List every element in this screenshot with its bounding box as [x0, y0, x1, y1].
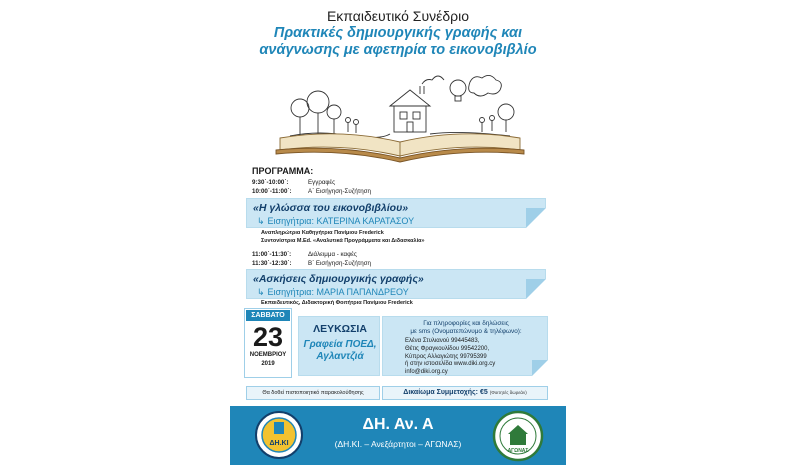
- title-line-1: Πρακτικές δημιουργικής γραφής και: [273, 25, 523, 41]
- contact-lead: Για πληροφορίες και δηλώσεις με sms (Ονοματεπώνυμο & τηλέφωνο):: [410, 320, 522, 335]
- dhki-logo: [254, 408, 304, 463]
- day-number: 23: [252, 322, 284, 352]
- slot-time: 11:00΄-11:30΄:: [252, 251, 292, 258]
- participation-fee: Δικαίωμα Συμμετοχής: €5 (Φοιτητές δωρεάν): [382, 386, 548, 400]
- slot-desc: Α΄ Εισήγηση-Συζήτηση: [308, 188, 371, 195]
- contact-info-box: [382, 316, 548, 376]
- program-heading: ΠΡΟΓΡΑΜΜΑ:: [252, 166, 314, 176]
- day-name-badge: ΣΑΒΒΑΤΟ: [246, 310, 290, 321]
- svg-text:ΔΗ.ΚΙ: ΔΗ.ΚΙ: [269, 440, 289, 447]
- venue-place: Γραφεία ΠΟΕΔ, Αγλαντζιά: [303, 339, 377, 362]
- svg-text:ΑΓΩΝΑΣ: ΑΓΩΝΑΣ: [507, 448, 529, 454]
- arrow-icon: ↳: [257, 216, 265, 226]
- footer-title: ΔΗ. Αν. Α: [362, 416, 434, 433]
- venue-city: ΛΕΥΚΩΣΙΑ: [313, 323, 367, 335]
- contact-lines: [405, 338, 495, 377]
- contact-line: Κύπρος Αλλαγιώτης 99795399: [405, 353, 487, 360]
- footer-subtitle: (ΔΗ.ΚΙ. – Ανεξάρτητοι – ΑΓΩΝΑΣ): [334, 439, 462, 449]
- schedule-row: [252, 188, 371, 195]
- talk-card-1: [246, 198, 546, 228]
- slot-time: 9:30΄-10:00΄:: [252, 179, 289, 186]
- contact-website[interactable]: ή στην ιστοσελίδα www.diki.org.cy: [405, 361, 496, 368]
- speaker-note: Συντονίστρια Μ.Ed. «Αναλυτικά Προγράμματα και Διδασκαλία»: [261, 238, 425, 244]
- schedule-row: [252, 260, 371, 267]
- open-book-illustration: [270, 68, 530, 163]
- agonas-logo: [492, 410, 544, 462]
- speaker-note: Εκπαιδευτικός, Διδακτορική Φοιτήτρια Πανίμιου Frederick: [261, 300, 413, 306]
- footer-banner: [230, 406, 566, 465]
- contact-line: Θέτις Φραγκουλίδου 99542200,: [405, 345, 490, 352]
- slot-desc: Β΄ Εισήγηση-Συζήτηση: [308, 260, 371, 267]
- slot-time: 10:00΄-11:00΄:: [252, 188, 292, 195]
- event-type: Εκπαιδευτικό Συνέδριο: [326, 8, 470, 24]
- schedule-row: [252, 251, 357, 258]
- talk-speaker: ↳ Εισηγήτρια: ΚΑΤΕΡΙΝΑ ΚΑΡΑΤΑΣΟΥ: [257, 216, 415, 226]
- talk-title: «Η γλώσσα του εικονοβιβλίου»: [253, 202, 409, 214]
- year-label: 2019: [261, 361, 275, 367]
- speaker-note: Αναπληρώτρια Καθηγήτρια Πανίμιου Frederick: [261, 230, 384, 236]
- title-line-2: ανάγνωσης με αφετηρία το εικονοβιβλίο: [259, 42, 537, 58]
- slot-desc: Εγγραφές: [308, 179, 336, 186]
- slot-time: 11:30΄-12:30΄:: [252, 260, 292, 267]
- talk-title: «Ασκήσεις δημιουργικής γραφής»: [253, 273, 424, 285]
- month-label: ΝΟΕΜΒΡΙΟΥ: [249, 352, 287, 358]
- venue-box: [298, 316, 380, 376]
- contact-line: Ελένα Στυλιανού 99445483,: [405, 338, 480, 344]
- arrow-icon: ↳: [257, 287, 265, 297]
- talk-card-2: [246, 269, 546, 299]
- poster: [230, 0, 566, 465]
- certificate-note: Θα δοθεί πιστοποιητικό παρακολούθησης: [246, 386, 380, 400]
- conference-title: [230, 25, 566, 59]
- talk-speaker: ↳ Εισηγήτρια: ΜΑΡΙΑ ΠΑΠΑΝΔΡΕΟΥ: [257, 287, 409, 297]
- schedule-row: [252, 179, 335, 186]
- contact-email[interactable]: info@diki.org.cy: [405, 369, 448, 376]
- slot-desc: Διάλειμμα - καφές: [308, 251, 357, 258]
